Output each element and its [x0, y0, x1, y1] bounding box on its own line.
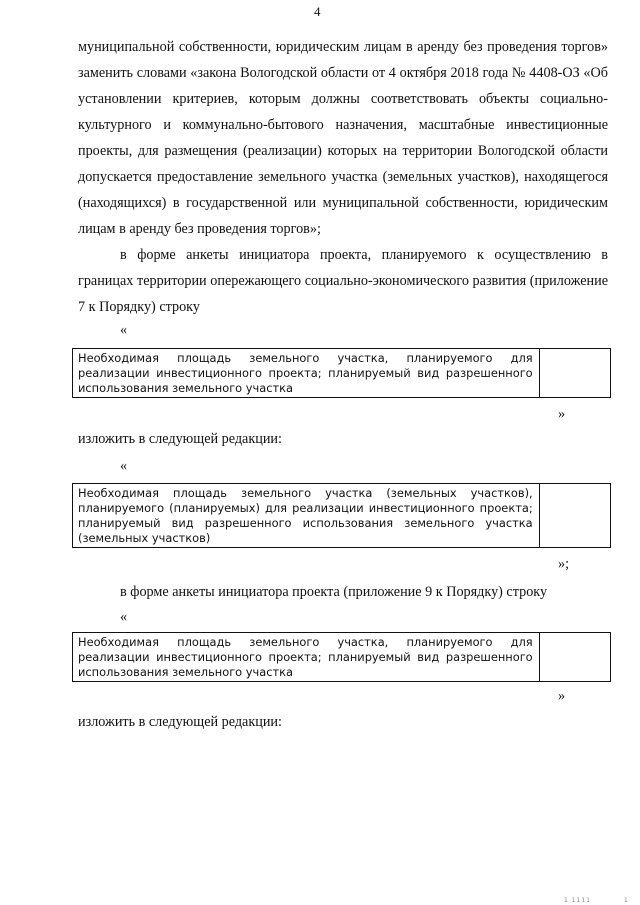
old-row-text-1: Необходимая площадь земельного участка, планируемого для реализации инвестиционного проекта; планируемый вид разрешенного использования земельного участка	[73, 349, 540, 398]
new-row-table	[72, 483, 611, 548]
old-row-text-2: Необходимая площадь земельного участка, планируемого для реализации инвестиционного проекта; планируемый вид разрешенного использования земельного участка	[73, 633, 540, 682]
scan-mark-right: 1	[624, 897, 629, 904]
opening-quote: «	[120, 322, 128, 338]
restate-instruction-2: изложить в следующей редакции:	[78, 714, 282, 730]
old-row-table-1	[72, 348, 611, 398]
scan-mark-left: 1 1111	[564, 897, 591, 904]
paragraph-form-appendix-7: в форме анкеты инициатора проекта, планируемого к осуществлению в границах территории опережающего социально-экономического развития (приложение 7 к Порядку) строку	[78, 247, 608, 315]
new-row-text: Необходимая площадь земельного участка (земельных участков), планируемого (планируемых) для реализации инвестиционного проекта; планируемый вид разрешенного использования земельного участка (земельных участков)	[73, 484, 540, 548]
closing-quote-semicolon: »;	[558, 556, 570, 572]
page-number: 4	[314, 4, 321, 19]
closing-quote: »	[558, 688, 566, 704]
old-row-empty-cell-1	[539, 349, 610, 398]
closing-quote: »	[558, 406, 566, 422]
new-row-empty-cell	[539, 484, 610, 548]
old-row-empty-cell-2	[539, 633, 610, 682]
old-row-table-2	[72, 632, 611, 682]
paragraph-form-appendix-9: в форме анкеты инициатора проекта (приложение 9 к Порядку) строку	[120, 584, 548, 600]
opening-quote: «	[120, 609, 128, 625]
paragraph-amendment-text: муниципальной собственности, юридическим лицам в аренду без проведения торгов» заменить словами «закона Вологодской области от 4 октября 2018 года № 4408-ОЗ «Об установлении критериев, которым должны соответствовать объекты социально-культурного и коммунально-бытового назначения, масштабные инвестиционные проекты, для размещения (реализации) которых на территории Вологодской области допускается предоставление земельного участка (земельных участков), находящегося (находящихся) в государственной или муниципальной собственности, юридическим лицам в аренду без проведения торгов»;	[78, 39, 608, 237]
restate-instruction-1: изложить в следующей редакции:	[78, 431, 282, 447]
opening-quote: «	[120, 458, 128, 474]
